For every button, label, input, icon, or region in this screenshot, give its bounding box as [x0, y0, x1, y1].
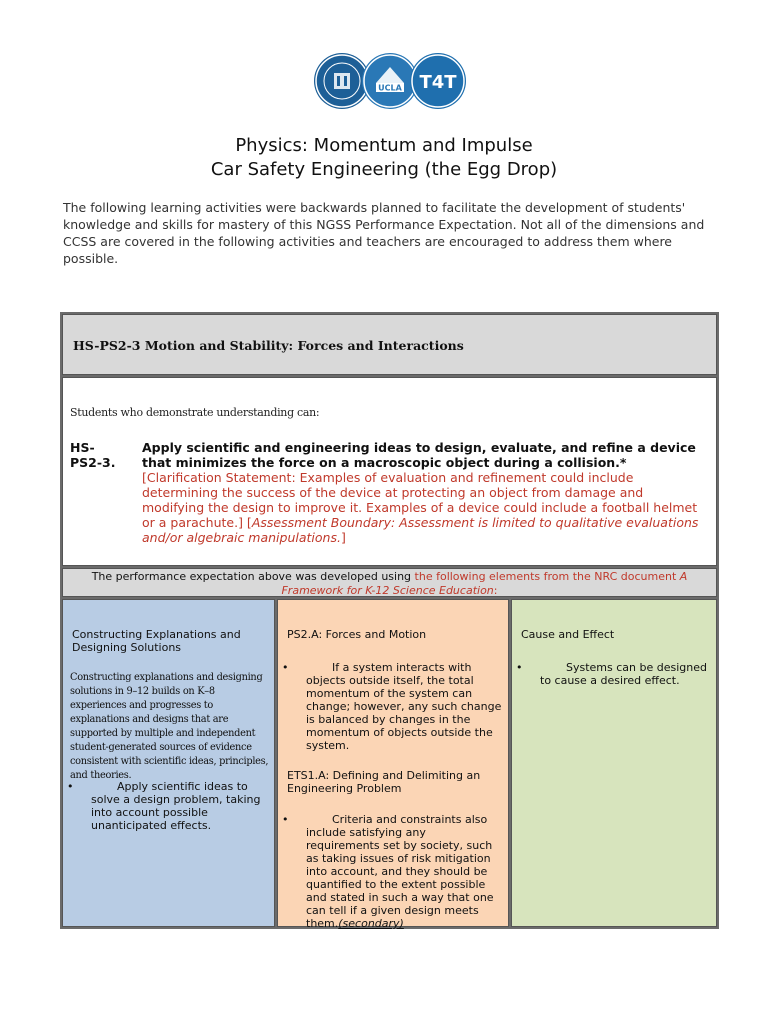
core-idea-text-ps2a: If a system interacts with objects outside itself, the total momentum of the system can change; however, any such change is balanced by changes in the momentum of objects outside the system. [306, 661, 502, 752]
clarification-statement: [Clarification Statement: Examples of evaluation and refinement could include determining the success of the device at protecting an object from damage and modifying the design to improve it. Examples of a device could include a football helmet or a parachute.] [142, 470, 698, 530]
pe-statement: Apply scientific and engineering ideas to design, evaluate, and refine a device that minimizes the force on a macroscopic object during a collision.* [142, 440, 696, 470]
crosscutting-heading: Cause and Effect [521, 628, 615, 641]
partner-logos [314, 53, 466, 111]
framework-title: A Framework for K-12 Science Education [281, 570, 688, 597]
intro-paragraph: The following learning activities were backwards planned to facilitate the development of students' knowledge and skills for mastery of this NGSS Performance Expectation. Not all of the dimensions and CCSS are covered in the following activities and teachers are encouraged to address them where possible. [63, 200, 705, 266]
crosscutting-bullet-text: Systems can be designed to cause a desired effect. [540, 661, 707, 687]
practices-paragraph: Constructing explanations and designing solutions in 9–12 builds on K–8 experiences and progresses to explanations and designs that are supported by multiple and independent student-generated sources of evidence consistent with scientific ideas, principles, and theories. [70, 672, 269, 781]
practices-heading: Constructing Explanations and Designing Solutions [72, 628, 241, 654]
pe-code-line1: HS- [70, 440, 95, 455]
svg-text:T4T: T4T [419, 72, 457, 93]
performance-expectation [62, 377, 717, 566]
svg-text:UCLA: UCLA [378, 83, 402, 93]
developed-using-note [62, 568, 717, 597]
pe-code-line2: PS2-3. [70, 455, 116, 470]
standard-header-text: HS-PS2-3 Motion and Stability: Forces and Interactions [73, 338, 464, 353]
pe-code [70, 440, 130, 470]
core-ideas-column [277, 599, 509, 930]
crosscutting-column [511, 599, 717, 927]
boundary-open: [ [242, 515, 252, 530]
assessment-boundary: Assessment Boundary: Assessment is limited to qualitative evaluations and/or algebraic manipulations. [142, 515, 699, 545]
page-title: Physics: Momentum and Impulse [235, 135, 533, 156]
secondary-label: (secondary) [338, 917, 404, 930]
boundary-close: ] [340, 530, 346, 545]
ets1a-text: Criteria and constraints also include satisfying any requirements set by society, such as taking issues of risk mitigation into account, and they should be quantified to the extent possible and stated in such a way that one can tell if a given design meets them. [306, 813, 494, 930]
page-subtitle: Car Safety Engineering (the Egg Drop) [210, 159, 558, 180]
practices-bullet-text: Apply scientific ideas to solve a design problem, taking into account possible unanticipated effects. [91, 780, 261, 832]
bullet-icon: • [282, 813, 289, 826]
developed-elements: the following elements from the NRC document [414, 570, 680, 583]
t4t-logo [410, 53, 466, 109]
core-idea-heading-ets1a: ETS1.A: Defining and Delimiting an Engineering Problem [287, 769, 481, 795]
developed-colon: : [493, 584, 498, 597]
core-idea-heading-ps2a: PS2.A: Forces and Motion [287, 628, 427, 641]
developed-text: The performance expectation above was developed using [91, 570, 415, 583]
students-who-text: Students who demonstrate understanding can: [70, 406, 320, 419]
practices-column [62, 599, 275, 927]
bullet-icon: • [67, 780, 74, 793]
pe-text [142, 440, 707, 545]
core-idea-text-ets1a [306, 813, 502, 930]
standard-header [62, 314, 717, 375]
bullet-icon: • [282, 661, 289, 674]
bullet-icon: • [516, 661, 523, 674]
